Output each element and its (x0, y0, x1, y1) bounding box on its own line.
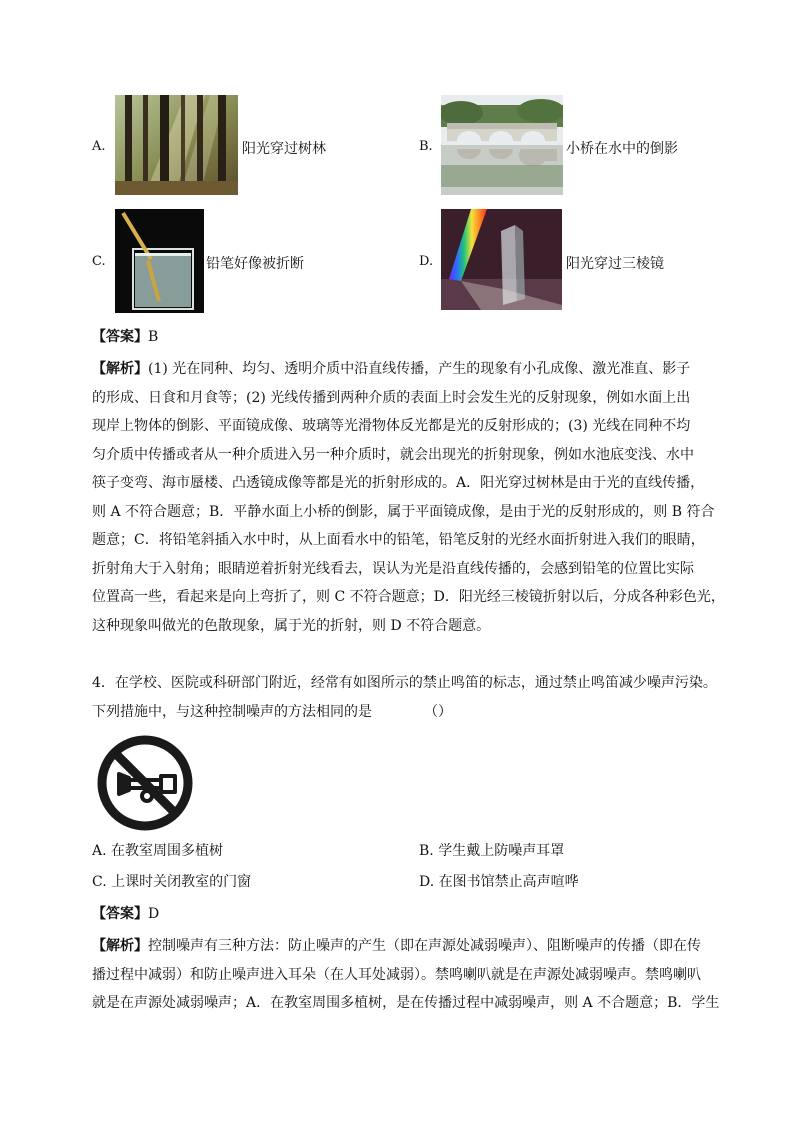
pencil-in-water-photo (115, 209, 204, 313)
q4-analysis (92, 932, 720, 1018)
analysis-line: 的形成、日食和月食等；(2) 光线传播到两种介质的表面上时会发生光的反射现象，例如水面上出 (92, 389, 691, 406)
analysis-label: 【解析】 (92, 361, 148, 377)
q3-answer (92, 326, 158, 346)
analysis-line: 控制噪声有三种方法：防止噪声的产生（即在声源处减弱噪声）、阻断噪声的传播（即在传 (148, 938, 701, 954)
analysis-line: 就是在声源处减弱噪声；A．在教室周围多植树，是在传播过程中减弱噪声，则 A 不合题意；B．学生 (92, 995, 720, 1011)
option-text: 阳光穿过三棱镜 (566, 256, 664, 272)
q4-option-a[interactable]: A. 在教室周围多植树 (92, 843, 224, 859)
q4-stem (92, 669, 717, 726)
option-text: 阳光穿过树林 (242, 141, 326, 157)
option-letter: C. (92, 254, 106, 269)
bridge-reflection-photo (441, 95, 563, 195)
q4-answer (92, 903, 159, 923)
option-text: 铅笔好像被折断 (206, 256, 304, 272)
analysis-line: 现岸上物体的倒影、平面镜成像、玻璃等光滑物体反光都是光的反射形成的；(3) 光线在同种不均 (92, 418, 691, 434)
answer-value: D (148, 906, 160, 922)
option-letter: A. (92, 139, 106, 154)
prism-spectrum-photo (441, 209, 562, 310)
question-text: 下列措施中，与这种控制噪声的方法相同的是 (92, 703, 372, 720)
analysis-line: (1) 光在同种、均匀、透明介质中沿直线传播，产生的现象有小孔成像、激光准直、影子 (148, 361, 691, 377)
analysis-line: 则 A 不符合题意；B．平静水面上小桥的倒影，属于平面镜成像，是由于光的反射形成的，则 B 符合 (92, 503, 715, 520)
answer-blank[interactable]: （） (424, 703, 452, 720)
analysis-line: 题意；C．将铅笔斜插入水中时，从上面看水中的铅笔，铅笔反射的光经水面折射进入我们的眼睛， (92, 532, 705, 548)
analysis-line: 折射角大于入射角；眼睛逆着折射光线看去，误认为光是沿直线传播的，会感到铅笔的位置比实际 (92, 560, 694, 577)
analysis-label: 【解析】 (92, 938, 148, 954)
option-letter: B. (419, 139, 433, 154)
analysis-line: 筷子变弯、海市蜃楼、凸透镜成像等都是光的折射形成的。A．阳光穿过树林是由于光的直线传播， (92, 475, 705, 491)
analysis-line: 播过程中减弱）和防止噪声进入耳朵（在人耳处减弱）。禁鸣喇叭就是在声源处减弱噪声。禁鸣喇叭 (92, 966, 701, 983)
no-horn-sign-icon (95, 734, 195, 832)
answer-label: 【答案】 (92, 906, 148, 922)
q3-analysis (92, 355, 725, 640)
q4-option-c[interactable]: C. 上课时关闭教室的门窗 (92, 874, 252, 890)
answer-label: 【答案】 (92, 329, 148, 345)
option-text: 小桥在水中的倒影 (566, 141, 678, 157)
question-text: 4．在学校、医院或科研部门附近，经常有如图所示的禁止鸣笛的标志，通过禁止鸣笛减少噪声污染。 (92, 675, 717, 691)
forest-sunbeams-photo (115, 95, 238, 195)
q4-option-d[interactable]: D. 在图书馆禁止高声喧哗 (419, 874, 579, 890)
analysis-line: 匀介质中传播或者从一种介质进入另一种介质时，就会出现光的折射现象，例如水池底变浅、水中 (92, 446, 694, 463)
q4-option-b[interactable]: B. 学生戴上防噪声耳罩 (419, 843, 565, 859)
analysis-line: 这种现象叫做光的色散现象，属于光的折射，则 D 不符合题意。 (92, 617, 491, 634)
option-letter: D. (419, 254, 434, 269)
analysis-line: 位置高一些，看起来是向上弯折了，则 C 不符合题意；D．阳光经三棱镜折射以后，分成各种彩色光， (92, 589, 725, 605)
answer-value: B (148, 329, 159, 345)
